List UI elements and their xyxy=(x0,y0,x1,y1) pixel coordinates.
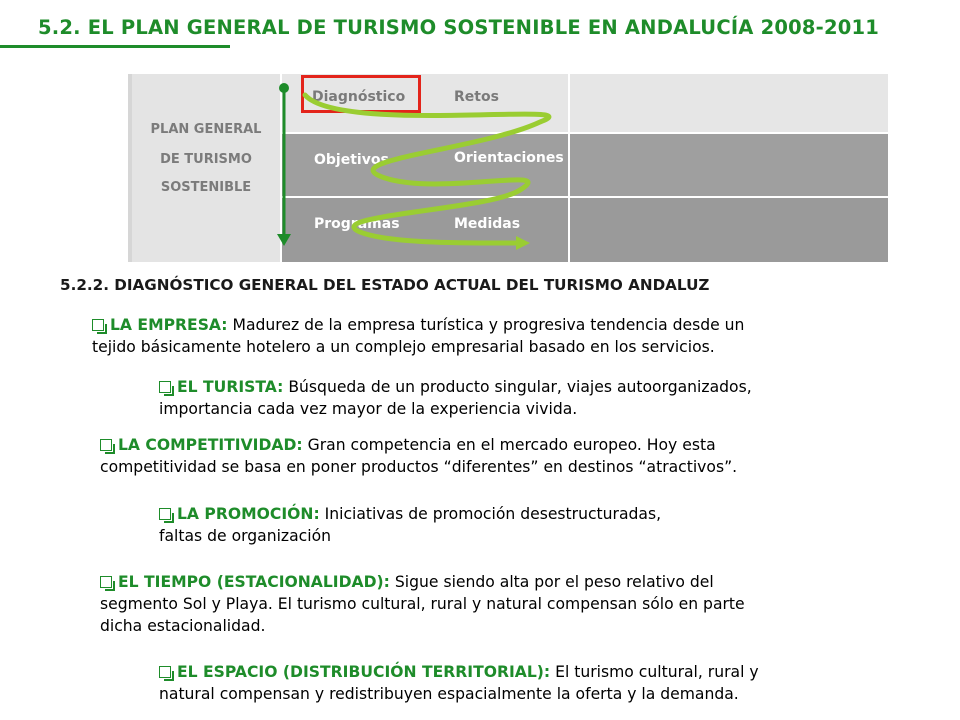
item-text: importancia cada vez mayor de la experiencia vivida. xyxy=(159,400,578,418)
item-label: EL TIEMPO (ESTACIONALIDAD): xyxy=(118,573,390,591)
item-text: segmento Sol y Playa. El turismo cultural, rural y natural compensan sólo en parte xyxy=(100,595,745,613)
list-item xyxy=(159,376,752,420)
item-text: Madurez de la empresa turística y progresiva tendencia desde un xyxy=(227,316,745,334)
list-item xyxy=(159,503,661,547)
item-text: Iniciativas de promoción desestructuradas, xyxy=(319,505,662,523)
item-text: tejido básicamente hotelero a un complejo empresarial basado en los servicios. xyxy=(92,338,715,356)
cell-retos: Retos xyxy=(454,89,499,105)
item-text: Sigue siendo alta por el peso relativo del xyxy=(389,573,714,591)
cell-medidas: Medidas xyxy=(454,216,521,232)
item-label: EL TURISTA: xyxy=(177,378,284,396)
list-item xyxy=(100,434,737,478)
checkbox-bullet-icon xyxy=(100,576,112,588)
down-arrowhead xyxy=(277,234,291,246)
list-item xyxy=(92,314,744,358)
section-heading: 5.2.2. DIAGNÓSTICO GENERAL DEL ESTADO ACTUAL DEL TURISMO ANDALUZ xyxy=(60,276,710,294)
item-text: dicha estacionalidad. xyxy=(100,617,266,635)
swirl-arrow xyxy=(305,95,549,243)
checkbox-bullet-icon xyxy=(100,439,112,451)
checkbox-bullet-icon xyxy=(159,381,171,393)
plan-line-3: SOSTENIBLE xyxy=(160,180,252,195)
checkbox-bullet-icon xyxy=(92,319,104,331)
item-text: competitividad se basa en poner productos “diferentes” en destinos “atractivos”. xyxy=(100,458,738,476)
list-item xyxy=(159,661,759,705)
arrow-start-dot xyxy=(279,83,289,93)
page-title: 5.2. EL PLAN GENERAL DE TURISMO SOSTENIBLE EN ANDALUCÍA 2008-2011 xyxy=(38,16,880,39)
item-label: EL ESPACIO (DISTRIBUCIÓN TERRITORIAL): xyxy=(177,663,551,681)
plan-line-2: DE TURISMO xyxy=(160,152,252,167)
plan-line-1: PLAN GENERAL xyxy=(150,122,262,137)
item-label: LA PROMOCIÓN: xyxy=(177,505,320,523)
item-text: El turismo cultural, rural y xyxy=(550,663,759,681)
cell-programas: Programas xyxy=(314,216,400,232)
checkbox-bullet-icon xyxy=(159,666,171,678)
checkbox-bullet-icon xyxy=(159,508,171,520)
cell-objetivos: Objetivos xyxy=(314,152,389,168)
item-label: LA COMPETITIVIDAD: xyxy=(118,436,303,454)
item-label: LA EMPRESA: xyxy=(110,316,228,334)
item-text: natural compensan y redistribuyen espacialmente la oferta y la demanda. xyxy=(159,685,739,703)
item-text: Búsqueda de un producto singular, viajes autoorganizados, xyxy=(283,378,752,396)
swirl-arrowhead xyxy=(516,236,530,250)
cell-orientaciones: Orientaciones xyxy=(454,150,564,166)
item-text: Gran competencia en el mercado europeo. Hoy esta xyxy=(302,436,716,454)
list-item xyxy=(100,571,745,637)
cell-diagnostico: Diagnóstico xyxy=(312,89,406,105)
item-text: faltas de organización xyxy=(159,527,331,545)
